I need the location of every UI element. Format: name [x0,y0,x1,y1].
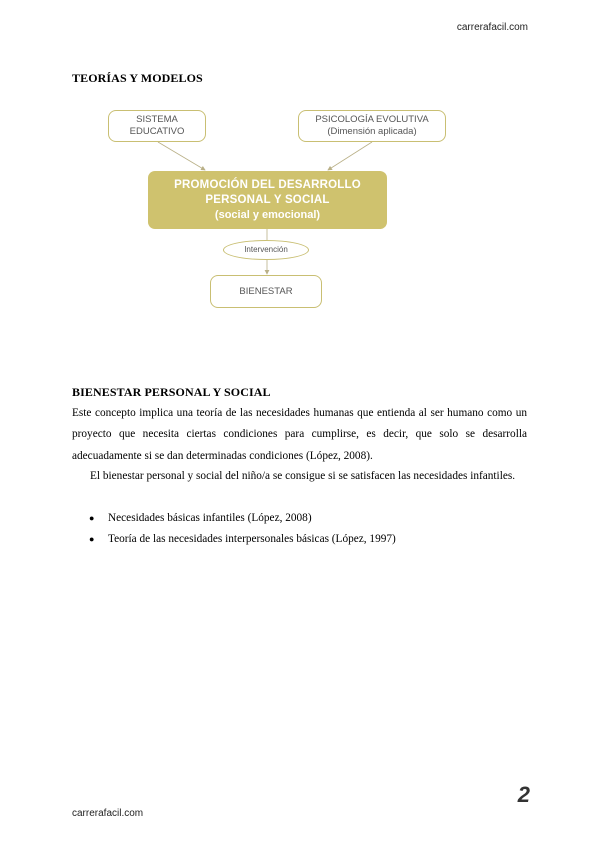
main-line1: PROMOCIÓN DEL DESARROLLO [174,179,361,191]
concept-diagram [0,0,600,360]
page-number: 2 [517,782,530,807]
list-item [72,529,527,550]
header-site-url: carrerafacil.com [456,22,528,33]
diagram-box-promocion [148,171,387,229]
paragraph-bienestar: El bienestar personal y social del niño/a se consigue si se satisfacen las necesidades infantiles. [90,470,516,482]
diagram-connectors [0,0,600,360]
section-title-models: TEORÍAS Y MODELOS [72,71,203,85]
list-item [72,508,527,529]
section-title-wellbeing: BIENESTAR PERSONAL Y SOCIAL [72,385,271,399]
list-item-text: Teoría de las necesidades interpersonales básicas (López, 1997) [108,533,396,546]
arrow-sistema-to-main [158,142,205,170]
psico-line1: PSICOLOGÍA EVOLUTIVA [315,114,429,125]
diagram-box-bienestar: BIENESTAR [210,275,322,308]
sistema-line1: SISTEMA [136,114,178,125]
bullet-icon: ● [89,513,95,523]
sistema-line2: EDUCATIVO [129,126,185,137]
arrow-psico-to-main [328,142,372,170]
psico-line2: (Dimensión aplicada) [327,126,417,137]
footer-site-url: carrerafacil.com [72,808,144,819]
bullet-icon: ● [89,534,95,545]
main-line3: (social y emocional) [214,209,321,221]
diagram-ellipse-intervencion: Intervención [223,240,309,260]
needs-list [72,508,527,551]
diagram-box-psicologia-evolutiva [298,110,446,142]
paragraph-concept: Este concepto implica una teoría de las necesidades humanas que entienda al ser humano como un proyecto que necesita ciertas condiciones para cumplirse, es decir, que solo se desarrolla adecuadamente si se dan determinadas condiciones (López, 2008). [72,407,527,462]
main-line2: PERSONAL Y SOCIAL [205,194,330,206]
list-item-text: Necesidades básicas infantiles (López, 2008) [108,512,312,524]
diagram-box-sistema-educativo [108,110,206,142]
